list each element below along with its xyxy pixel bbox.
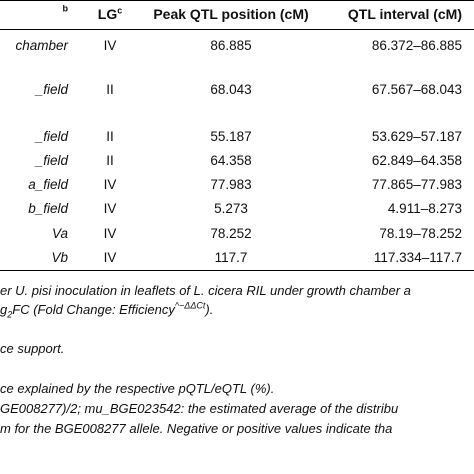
lg-cell: II: [106, 129, 114, 144]
footnote-line: er U. pisi inoculation in leaflets of L. cicera RIL under growth chamber a: [0, 283, 411, 298]
interval-cell: 77.865–77.983: [371, 177, 462, 192]
peak-cell: 77.983: [210, 177, 252, 192]
footnote-line: GE008277)/2; mu_BGE023542: the estimated average of the distribu: [0, 401, 399, 416]
peak-cell: 117.7: [214, 250, 248, 265]
interval-cell: 117.334–117.7: [373, 250, 462, 265]
lg-cell: IV: [103, 201, 117, 216]
lg-cell: IV: [103, 250, 117, 265]
interval-cell: 78.19–78.252: [379, 226, 462, 241]
footnote-line: $g_2FC$ (Fold Change: Efficiency$^{\^{}-\Delta\Delta Ct}$).: [0, 300, 214, 320]
table-header-rule: [0, 29, 474, 30]
trait-cell: _field: [35, 129, 68, 144]
trait-cell: Vb: [51, 250, 68, 265]
interval-cell: 4.911–8.273: [387, 201, 462, 216]
peak-cell: 68.043: [210, 82, 252, 97]
trait-cell: _field: [35, 153, 68, 168]
table-bottom-rule: [0, 270, 474, 271]
trait-cell: _field: [35, 82, 68, 97]
peak-cell: 5.273: [214, 201, 248, 216]
peak-cell: 78.252: [210, 226, 252, 241]
trait-cell: b_field: [28, 201, 68, 216]
lg-cell: II: [106, 82, 114, 97]
trait-cell: a_field: [28, 177, 68, 192]
trait-cell: chamber: [15, 38, 68, 53]
trait-cell: Va: [51, 226, 68, 241]
footnote-line: m for the BGE008277 allele. Negative or positive values indicate tha: [0, 421, 393, 436]
header-qtl-interval: QTL interval (cM): [347, 6, 462, 22]
peak-cell: 64.358: [210, 153, 252, 168]
lg-cell: II: [106, 153, 114, 168]
header-trait: b: [62, 3, 68, 14]
header-lg: $LG^c$: [97, 5, 123, 22]
interval-cell: 62.849–64.358: [371, 153, 462, 168]
lg-cell: IV: [103, 226, 117, 241]
peak-cell: 55.187: [210, 129, 252, 144]
footnote-line: ce explained by the respective pQTL/eQTL (%).: [0, 381, 275, 396]
interval-cell: 53.629–57.187: [371, 129, 462, 144]
interval-cell: 86.372–86.885: [371, 38, 462, 53]
interval-cell: 67.567–68.043: [371, 82, 462, 97]
lg-cell: IV: [103, 38, 117, 53]
table-top-rule: [0, 0, 474, 1]
footnote-line: ce support.: [0, 341, 65, 356]
header-peak-position: Peak QTL position (cM): [153, 6, 309, 22]
lg-cell: IV: [103, 177, 117, 192]
peak-cell: 86.885: [210, 38, 252, 53]
